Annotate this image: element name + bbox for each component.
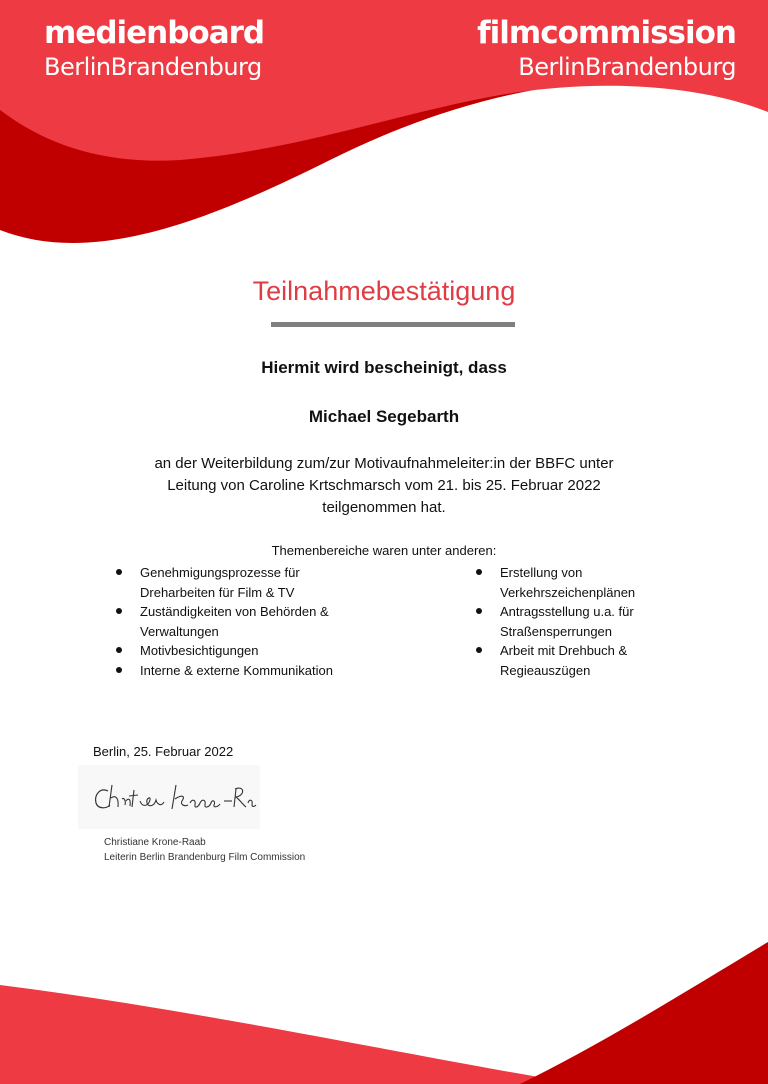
body-line: teilgenommen hat. xyxy=(322,499,446,516)
signer-role: Leiterin Berlin Brandenburg Film Commission xyxy=(104,852,306,863)
logo-left-sub: BerlinBrandenburg xyxy=(44,53,262,81)
body-line: an der Weiterbildung zum/zur Motivaufnahmeleiter:in der BBFC unter xyxy=(154,455,614,472)
bullet-icon xyxy=(116,667,122,673)
logo-right-sub: BerlinBrandenburg xyxy=(518,53,736,81)
bottom-wave-light xyxy=(0,985,580,1084)
topic-text: Arbeit mit Drehbuch & Regieauszügen xyxy=(500,643,628,678)
list-item xyxy=(116,563,346,602)
topics-list-right xyxy=(476,563,706,680)
topic-text: Erstellung von Verkehrszeichenplänen xyxy=(500,565,636,600)
topic-text: Antragsstellung u.a. für Straßensperrungen xyxy=(500,604,634,639)
topic-text: Motivbesichtigungen xyxy=(140,643,259,658)
signer-name: Christiane Krone-Raab xyxy=(104,837,206,848)
bullet-icon xyxy=(476,647,482,653)
certificate-body xyxy=(0,453,768,519)
signature-image xyxy=(78,765,260,829)
topic-text: Genehmigungsprozesse für Dreharbeiten für Film & TV xyxy=(140,565,300,600)
certificate-heading: Hiermit wird bescheinigt, dass xyxy=(261,358,507,377)
topic-text: Interne & externe Kommunikation xyxy=(140,662,333,678)
filmcommission-logo xyxy=(477,14,736,82)
certificate-title: Teilnahmebestätigung xyxy=(252,276,516,306)
bottom-wave-dark xyxy=(520,942,768,1084)
bullet-icon xyxy=(116,647,122,653)
bullet-icon xyxy=(116,608,122,614)
bullet-icon xyxy=(476,569,482,575)
list-item xyxy=(476,602,706,641)
body-line: Leitung von Caroline Krtschmarsch vom 21. bis 25. Februar 2022 xyxy=(167,477,601,494)
participant-name: Michael Segebarth xyxy=(308,407,460,426)
signer-block xyxy=(104,835,305,865)
list-item xyxy=(116,602,346,641)
logo-left-main: medienboard xyxy=(44,15,265,51)
topic-text: Zuständigkeiten von Behörden & Verwaltungen xyxy=(140,604,329,639)
list-item xyxy=(476,641,706,680)
list-item xyxy=(116,661,346,681)
topics-list-left xyxy=(116,563,346,680)
bullet-icon xyxy=(476,608,482,614)
handwritten-signature xyxy=(78,765,260,829)
medienboard-logo xyxy=(44,14,264,82)
bullet-icon xyxy=(116,569,122,575)
title-divider xyxy=(271,322,515,327)
list-item xyxy=(116,641,346,661)
logo-right-main: filmcommission xyxy=(477,15,736,51)
list-item xyxy=(476,563,706,602)
topics-heading: Themenbereiche waren unter anderen: xyxy=(271,543,497,558)
place-and-date: Berlin, 25. Februar 2022 xyxy=(93,744,234,759)
